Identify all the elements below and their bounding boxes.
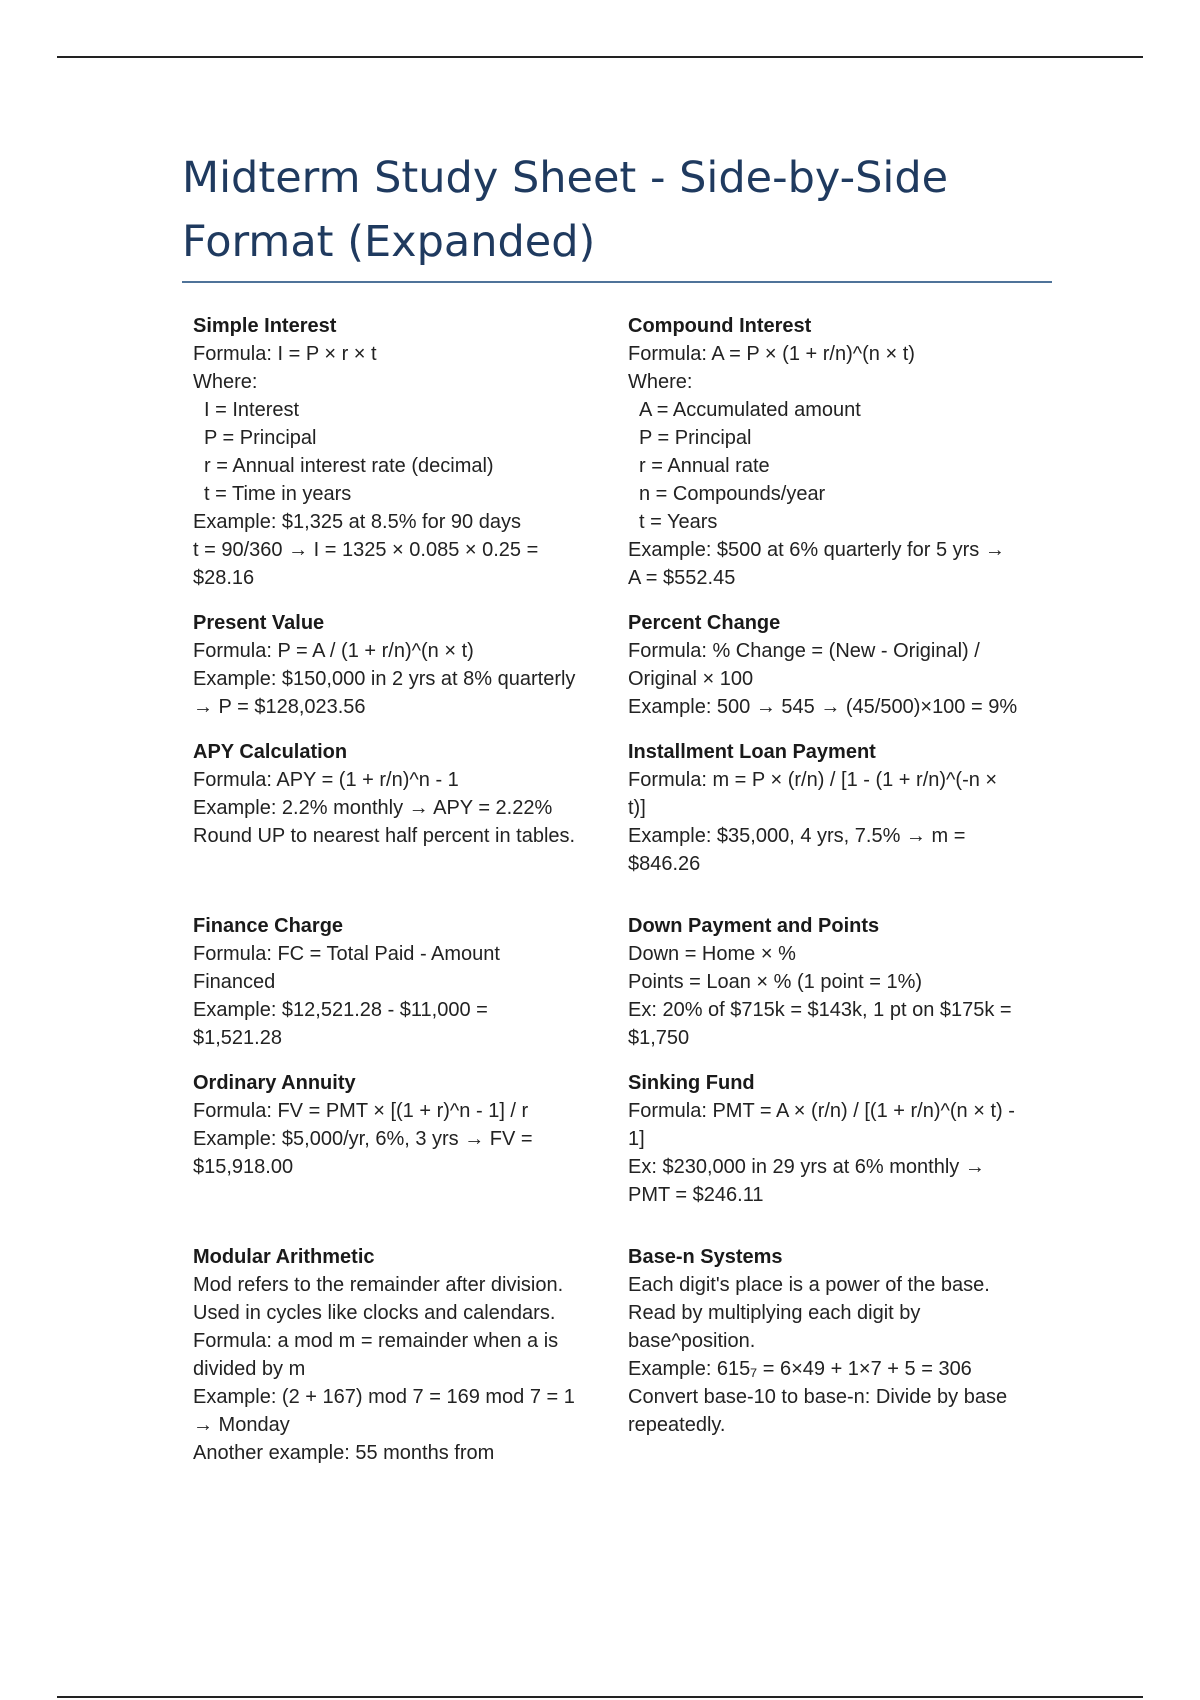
section-heading: Compound Interest <box>628 315 812 337</box>
section-line: $28.16 <box>193 567 255 589</box>
section-heading: Sinking Fund <box>628 1072 755 1094</box>
section-line: Formula: a mod m = remainder when a is <box>193 1330 559 1352</box>
section-heading: Ordinary Annuity <box>193 1072 356 1094</box>
page-title-line-2: Format (Expanded) <box>182 217 596 267</box>
section-line: r = Annual rate <box>639 455 770 477</box>
formula-section <box>193 738 628 878</box>
section-line: A = Accumulated amount <box>639 399 861 421</box>
section-line: Ex: 20% of $715k = $143k, 1 pt on $175k = <box>628 999 1012 1021</box>
formula-section <box>628 912 1063 1052</box>
section-line: PMT = $246.11 <box>628 1184 764 1206</box>
formula-section <box>193 609 628 721</box>
section-line: Financed <box>193 971 276 993</box>
section-line: repeatedly. <box>628 1414 726 1436</box>
section-line: I = Interest <box>204 399 300 421</box>
section-line: P = Principal <box>204 427 317 449</box>
section-line: Example: $35,000, 4 yrs, 7.5% → m = <box>628 825 966 847</box>
section-heading: Finance Charge <box>193 915 344 937</box>
formula-section <box>193 1243 628 1467</box>
formula-section <box>193 312 628 592</box>
section-line: → Monday <box>193 1414 290 1436</box>
formula-section <box>193 912 628 1052</box>
section-line: Example: $1,325 at 8.5% for 90 days <box>193 511 521 533</box>
section-line: Mod refers to the remainder after division. <box>193 1274 564 1296</box>
section-line: Example: $5,000/yr, 6%, 3 yrs → FV = <box>193 1128 533 1150</box>
section-line: A = $552.45 <box>628 567 736 589</box>
formula-row <box>193 738 1063 878</box>
section-line: Example: $12,521.28 - $11,000 = <box>193 999 488 1021</box>
section-line: Formula: A = P × (1 + r/n)^(n × t) <box>628 343 915 365</box>
section-line: Points = Loan × % (1 point = 1%) <box>628 971 923 993</box>
section-line: Formula: I = P × r × t <box>193 343 377 365</box>
formula-section <box>628 609 1063 721</box>
section-line: Round UP to nearest half percent in tables. <box>193 825 576 847</box>
section-line: 1] <box>628 1128 645 1150</box>
formula-section <box>193 1069 628 1209</box>
section-heading: Installment Loan Payment <box>628 741 876 763</box>
section-heading: Base-n Systems <box>628 1246 783 1268</box>
section-line: Ex: $230,000 in 29 yrs at 6% monthly → <box>628 1156 985 1178</box>
section-line: Where: <box>193 371 258 393</box>
footer-rule <box>57 1696 1143 1698</box>
formula-grid <box>193 312 1063 1484</box>
section-line: divided by m <box>193 1358 306 1380</box>
section-line: n = Compounds/year <box>639 483 826 505</box>
section-heading: Modular Arithmetic <box>193 1246 375 1268</box>
section-line: Example: $500 at 6% quarterly for 5 yrs → <box>628 539 1005 561</box>
section-line: Down = Home × % <box>628 943 796 965</box>
header-rule <box>57 56 1143 58</box>
formula-section <box>628 312 1063 592</box>
formula-section <box>628 1243 1063 1467</box>
section-heading: Simple Interest <box>193 315 337 337</box>
section-line: Example: (2 + 167) mod 7 = 169 mod 7 = 1 <box>193 1386 575 1408</box>
section-line: Example: 2.2% monthly → APY = 2.22% <box>193 797 553 819</box>
section-line: P = Principal <box>639 427 752 449</box>
section-line: Formula: APY = (1 + r/n)^n - 1 <box>193 769 459 791</box>
page-title <box>182 146 1062 274</box>
section-line: Formula: % Change = (New - Original) / <box>628 640 980 662</box>
formula-row <box>193 312 1063 592</box>
section-line: Original × 100 <box>628 668 754 690</box>
section-line: Where: <box>628 371 693 393</box>
title-underline <box>182 281 1052 283</box>
section-line: Example: 500 → 545 → (45/500)×100 = 9% <box>628 696 1018 718</box>
section-line: $1,750 <box>628 1027 690 1049</box>
formula-row <box>193 1243 1063 1467</box>
section-heading: Down Payment and Points <box>628 915 880 937</box>
section-heading: APY Calculation <box>193 741 348 763</box>
section-line: Formula: PMT = A × (r/n) / [(1 + r/n)^(n × t) - <box>628 1100 1015 1122</box>
section-line: $1,521.28 <box>193 1027 282 1049</box>
section-heading: Present Value <box>193 612 325 634</box>
section-line: $15,918.00 <box>193 1156 294 1178</box>
section-line: Example: $150,000 in 2 yrs at 8% quarterly <box>193 668 576 690</box>
formula-row <box>193 609 1063 721</box>
section-line: t = 90/360 → I = 1325 × 0.085 × 0.25 = <box>193 539 539 561</box>
section-line: r = Annual interest rate (decimal) <box>204 455 494 477</box>
page-title-line-1: Midterm Study Sheet - Side-by-Side <box>182 153 949 203</box>
section-line: t = Time in years <box>204 483 352 505</box>
section-line: → P = $128,023.56 <box>193 696 366 718</box>
section-line: Each digit's place is a power of the base. <box>628 1274 990 1296</box>
formula-section <box>628 1069 1063 1209</box>
section-line: $846.26 <box>628 853 701 875</box>
section-line: t = Years <box>639 511 718 533</box>
section-line: Example: 615₇ = 6×49 + 1×7 + 5 = 306 <box>628 1358 972 1380</box>
section-line: Formula: m = P × (r/n) / [1 - (1 + r/n)^(-n × <box>628 769 998 791</box>
formula-row <box>193 912 1063 1052</box>
section-line: Used in cycles like clocks and calendars. <box>193 1302 556 1324</box>
section-line: Read by multiplying each digit by <box>628 1302 921 1324</box>
section-line: Another example: 55 months from <box>193 1442 495 1464</box>
section-line: t)] <box>628 797 646 819</box>
formula-row <box>193 1069 1063 1209</box>
section-line: Formula: FV = PMT × [(1 + r)^n - 1] / r <box>193 1100 529 1122</box>
section-line: base^position. <box>628 1330 756 1352</box>
section-heading: Percent Change <box>628 612 781 634</box>
section-line: Formula: FC = Total Paid - Amount <box>193 943 500 965</box>
formula-section <box>628 738 1063 878</box>
section-line: Formula: P = A / (1 + r/n)^(n × t) <box>193 640 474 662</box>
section-line: Convert base-10 to base-n: Divide by base <box>628 1386 1008 1408</box>
